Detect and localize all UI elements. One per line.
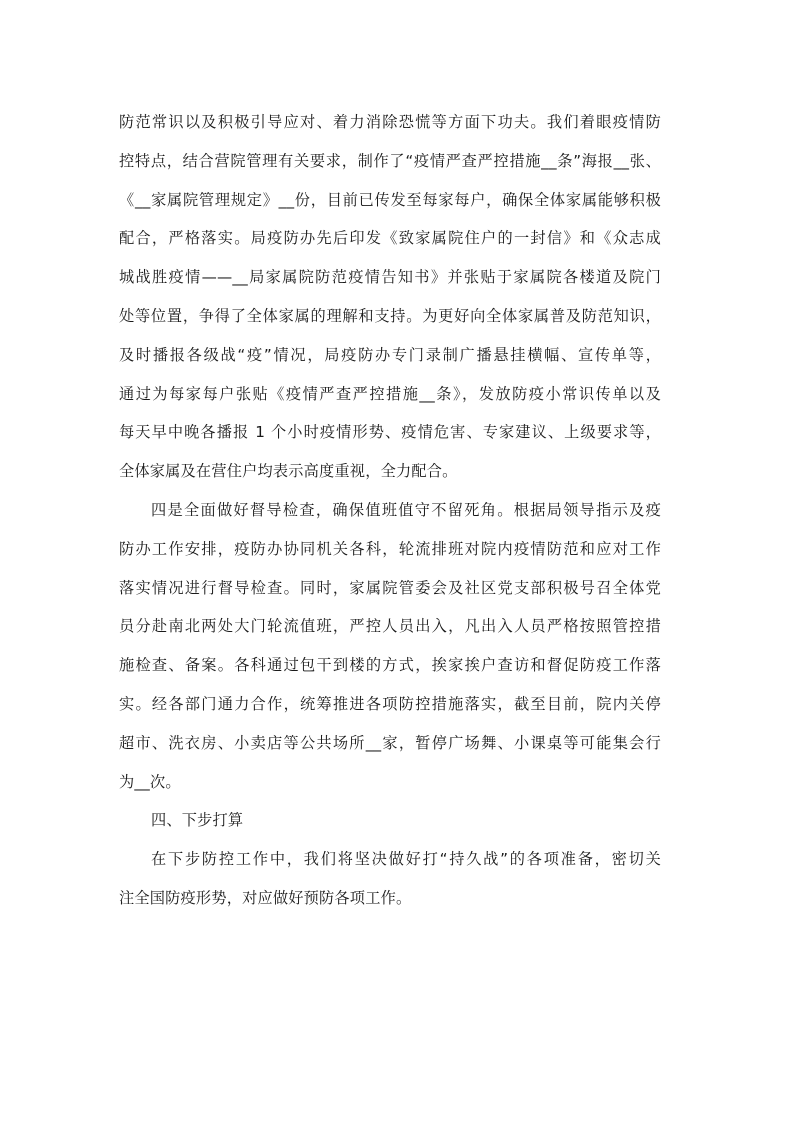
text-line: 控特点，结合营院管理有关要求，制作了“疫情严查严控措施__条”海报__张、 <box>119 151 661 170</box>
text-line: 及时播报各级战“疫”情况，局疫防办专门录制广播悬挂横幅、宣传单等， <box>119 345 661 364</box>
text-line: 通过为每家每户张贴《疫情严查严控措施__条》，发放防疫小常识传单以及 <box>119 384 661 403</box>
text-line: 落实情况进行督导检查。同时，家属院管委会及社区党支部积极号召全体党 <box>119 578 661 597</box>
text-line: 为__次。 <box>119 772 181 791</box>
text-line: 配合，严格落实。局疫防办先后印发《致家属院住户的一封信》和《众志成 <box>119 229 661 248</box>
text-line: 城战胜疫情——__局家属院防范疫情告知书》并张贴于家属院各楼道及院门 <box>119 268 661 287</box>
text-line: 实。经各部门通力合作，统筹推进各项防控措施落实，截至目前，院内关停 <box>119 694 661 713</box>
text-line: 处等位置，争得了全体家属的理解和支持。为更好向全体家属普及防范知识， <box>119 306 661 325</box>
text-line: 在下步防控工作中，我们将坚决做好打“持久战”的各项准备，密切关 <box>151 850 661 869</box>
text-line: 防范常识以及积极引导应对、着力消除恐慌等方面下功夫。我们着眼疫情防 <box>119 113 661 131</box>
text-line: 《__家属院管理规定》__份，目前已传发至每家每户，确保全体家属能够积极 <box>119 190 661 209</box>
text-line: 全体家属及在营住户均表示高度重视，全力配合。 <box>119 462 458 481</box>
text-line: 四、下步打算 <box>151 811 244 830</box>
text-line: 每天早中晚各播报 1 个小时疫情形势、疫情危害、专家建议、上级要求等， <box>119 423 661 442</box>
text-line: 防办工作安排，疫防办协同机关各科，轮流排班对院内疫情防范和应对工作 <box>119 539 661 558</box>
document-body <box>119 103 661 918</box>
text-line: 员分赴南北两处大门轮流值班，严控人员出入，凡出入人员严格按照管控措 <box>119 617 661 636</box>
text-line: 四是全面做好督导检查，确保值班值守不留死角。根据局领导指示及疫 <box>151 500 661 519</box>
text-line: 注全国防疫形势，对应做好预防各项工作。 <box>119 888 412 907</box>
text-line: 施检查、备案。各科通过包干到楼的方式，挨家挨户查访和督促防疫工作落 <box>119 656 661 675</box>
text-line: 超市、洗衣房、小卖店等公共场所__家，暂停广场舞、小课桌等可能集会行 <box>119 733 661 752</box>
